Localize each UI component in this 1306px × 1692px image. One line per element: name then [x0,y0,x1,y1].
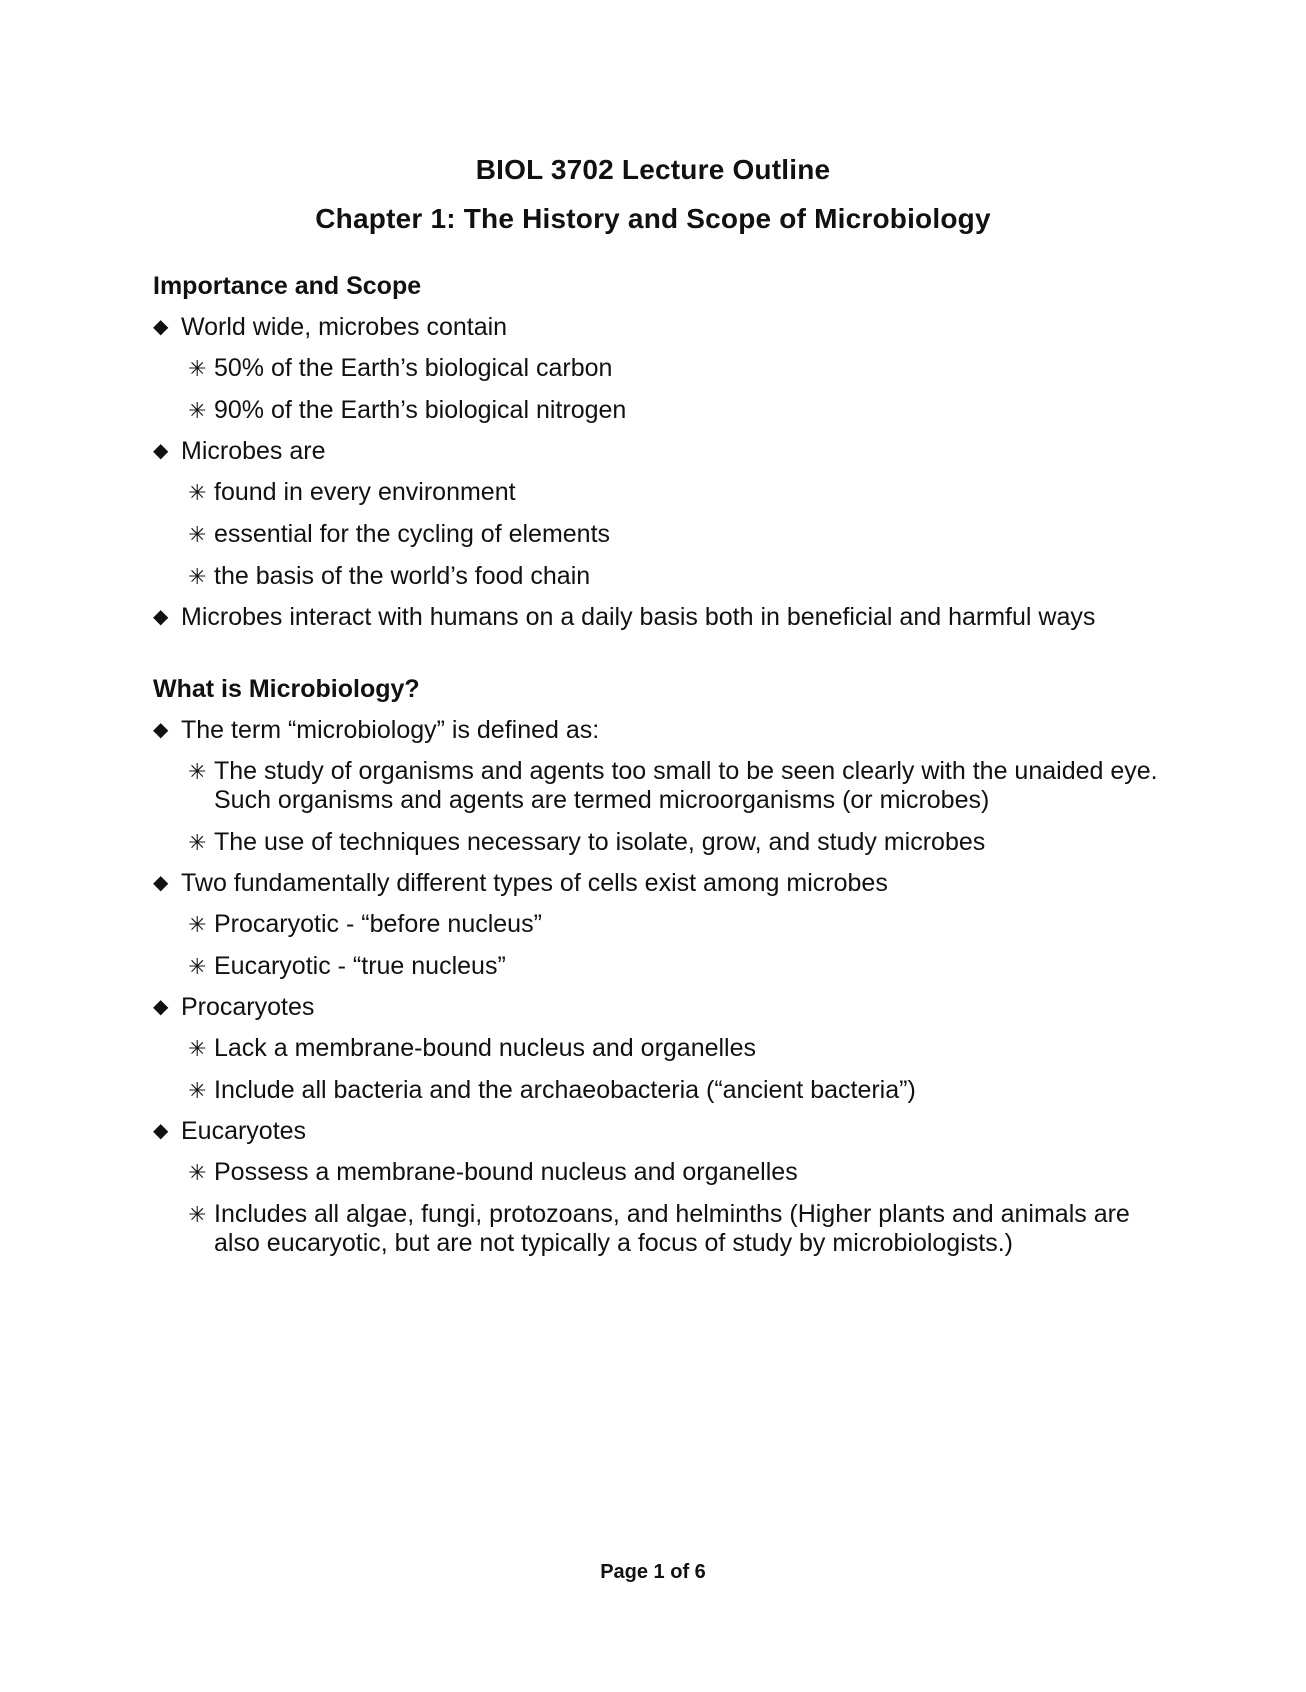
asterisk-bullet-icon: ✳ [188,830,207,855]
asterisk-bullet-icon: ✳ [188,1202,207,1227]
list-item-text: Eucaryotes [181,1117,307,1145]
list-item [153,1116,1163,1258]
asterisk-bullet-icon: ✳ [188,564,207,589]
sub-item-text: 50% of the Earth’s biological carbon [214,354,613,382]
section-what-is-microbiology [153,673,1163,1269]
sub-list-item [186,952,1163,981]
asterisk-bullet-icon: ✳ [188,480,207,505]
section-importance-and-scope [153,270,1163,644]
sub-list-item [186,828,1163,857]
sub-list [186,1158,1163,1258]
sub-item-text: Include all bacteria and the archaeobacteria (“ancient bacteria”) [214,1076,916,1104]
sub-list [186,1034,1163,1105]
diamond-bullet-icon: ◆ [153,719,169,741]
list-item-text: Procaryotes [181,993,315,1021]
diamond-bullet-icon: ◆ [153,440,169,462]
sub-list-item [186,562,1163,591]
sub-item-text: The use of techniques necessary to isolate, grow, and study microbes [214,828,986,856]
sub-list-item [186,1076,1163,1105]
sub-list-item [186,354,1163,383]
sub-item-text: Eucaryotic - “true nucleus” [214,952,506,980]
sub-item-text: essential for the cycling of elements [214,520,611,548]
sub-item-text: Includes all algae, fungi, protozoans, and helminths (Higher plants and animals are also eucaryotic, but are not typically a focus of study by microbiologists.) [214,1200,1130,1257]
sub-item-text: 90% of the Earth’s biological nitrogen [214,396,627,424]
sub-item-text: found in every environment [214,478,516,506]
list-item-text: The term “microbiology” is defined as: [181,716,600,744]
sub-list [186,478,1163,591]
sub-list [186,354,1163,425]
diamond-bullet-icon: ◆ [153,996,169,1018]
sub-list-item [186,1158,1163,1187]
bullet-list [153,715,1163,1258]
sub-item-text: Lack a membrane-bound nucleus and organelles [214,1034,757,1062]
asterisk-bullet-icon: ✳ [188,1078,207,1103]
asterisk-bullet-icon: ✳ [188,912,207,937]
list-item-text: Two fundamentally different types of cells exist among microbes [181,869,888,897]
list-item [153,312,1163,425]
sub-list [186,757,1163,857]
list-item-text: Microbes interact with humans on a daily basis both in beneficial and harmful ways [181,603,1096,631]
sub-list-item [186,757,1163,815]
list-item [153,715,1163,857]
sub-list-item [186,1034,1163,1063]
sub-list-item [186,910,1163,939]
asterisk-bullet-icon: ✳ [188,1160,207,1185]
asterisk-bullet-icon: ✳ [188,759,207,784]
list-item [153,602,1163,633]
asterisk-bullet-icon: ✳ [188,356,207,381]
sub-item-text: Procaryotic - “before nucleus” [214,910,542,938]
asterisk-bullet-icon: ✳ [188,522,207,547]
document-title: BIOL 3702 Lecture Outline [475,154,831,185]
list-item-text: Microbes are [181,437,326,465]
chapter-title: Chapter 1: The History and Scope of Microbiology [315,203,991,234]
bullet-list [153,312,1163,633]
asterisk-bullet-icon: ✳ [188,954,207,979]
diamond-bullet-icon: ◆ [153,1120,169,1142]
list-item [153,992,1163,1105]
section-heading: Importance and Scope [153,272,422,300]
asterisk-bullet-icon: ✳ [188,1036,207,1061]
diamond-bullet-icon: ◆ [153,872,169,894]
sub-item-text: The study of organisms and agents too small to be seen clearly with the unaided eye. Such organisms and agents are termed microorganisms (or microbes) [214,757,1158,814]
sub-list-item [186,478,1163,507]
diamond-bullet-icon: ◆ [153,606,169,628]
sub-item-text: the basis of the world’s food chain [214,562,591,590]
list-item-text: World wide, microbes contain [181,313,508,341]
sub-list-item [186,520,1163,549]
sub-item-text: Possess a membrane-bound nucleus and organelles [214,1158,798,1186]
asterisk-bullet-icon: ✳ [188,398,207,423]
sub-list [186,910,1163,981]
sub-list-item [186,1200,1163,1258]
section-heading: What is Microbiology? [153,675,420,703]
list-item [153,436,1163,591]
sub-list-item [186,396,1163,425]
page-number: Page 1 of 6 [600,1561,706,1583]
list-item [153,868,1163,981]
diamond-bullet-icon: ◆ [153,316,169,338]
